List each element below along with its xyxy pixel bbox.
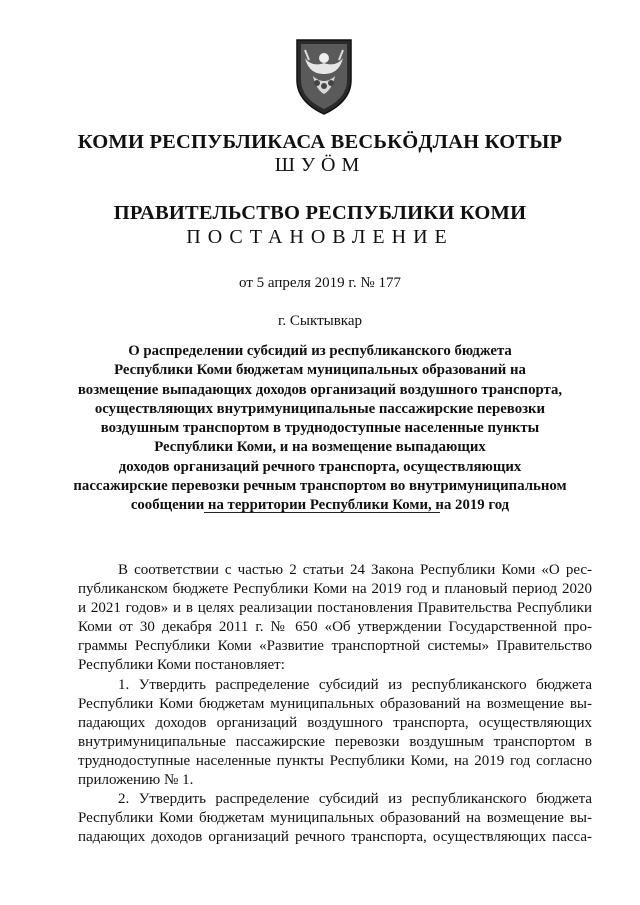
title-line: Республики Коми бюджетам муниципальных образований на xyxy=(114,362,526,379)
title-line: О распределении субсидий из республиканского бюджета xyxy=(128,343,512,359)
document-body xyxy=(78,561,592,847)
body-line: Республики Коми бюджетам муниципальных образований на возмещение вы- xyxy=(78,695,592,712)
body-line: Республики Коми бюджетам муниципальных образований на возмещение вы- xyxy=(78,810,592,827)
body-line: падающих доходов организаций речного транспорта, осуществляющих пасса- xyxy=(78,829,592,846)
body-line: Республики Коми постановляет: xyxy=(78,657,285,674)
body-line: В соответствии с частью 2 статьи 24 Закона Республики Коми «О рес- xyxy=(118,562,592,578)
body-line: приложению № 1. xyxy=(78,772,194,789)
date-and-number: от 5 апреля 2019 г. № 177 xyxy=(239,275,401,291)
title-divider xyxy=(204,512,440,513)
title-line: воздушным транспортом в труднодоступные населенные пункты xyxy=(100,420,540,437)
title-line: сообщении на территории Республики Коми, на 2019 год xyxy=(130,497,510,514)
body-line: падающих доходов организаций воздушного транспорта, осуществляющих xyxy=(78,714,592,731)
coat-of-arms-emblem xyxy=(293,36,355,116)
body-line: 1. Утвердить распределение субсидий из республиканского бюджета xyxy=(118,676,592,693)
city-name: г. Сыктывкар xyxy=(277,313,363,329)
body-line: публиканском бюджете Республики Коми на 2019 год и плановый период 2020 xyxy=(78,581,592,598)
title-line: пассажирские перевозки речным транспортом во внутримуниципальном xyxy=(73,478,567,495)
title-line: доходов организаций речного транспорта, осуществляющих xyxy=(118,458,522,475)
komi-decision-word: ШУӦМ xyxy=(274,154,366,176)
body-line: труднодоступные населенные пункты Республики Коми, на 2019 год согласно xyxy=(78,752,592,769)
body-line: внутримуниципальные пассажирские перевозки воздушным транспортом в xyxy=(78,733,592,750)
title-line: осуществляющих внутримуниципальные пассажирские перевозки xyxy=(94,400,546,417)
title-line: возмещение выпадающих доходов организаций воздушного транспорта, xyxy=(77,381,563,398)
body-line: Коми от 30 декабря 2011 г. № 650 «Об утверждении Государственной про- xyxy=(78,619,592,636)
government-title: ПРАВИТЕЛЬСТВО РЕСПУБЛИКИ КОМИ xyxy=(113,202,527,224)
decision-heading: ПОСТАНОВЛЕНИЕ xyxy=(186,226,454,248)
body-line: 2. Утвердить распределение субсидий из республиканского бюджета xyxy=(118,791,592,808)
komi-government-title: КОМИ РЕСПУБЛИКАСА ВЕСЬКӦДЛАН КОТЫР xyxy=(77,131,563,153)
document-title xyxy=(60,342,580,516)
body-line: и 2021 годов» и в целях реализации постановления Правительства Республики xyxy=(78,600,592,617)
body-line: граммы Республики Коми «Развитие транспортной системы» Правительство xyxy=(78,638,592,655)
title-line: Республики Коми, и на возмещение выпадающих xyxy=(154,439,486,456)
